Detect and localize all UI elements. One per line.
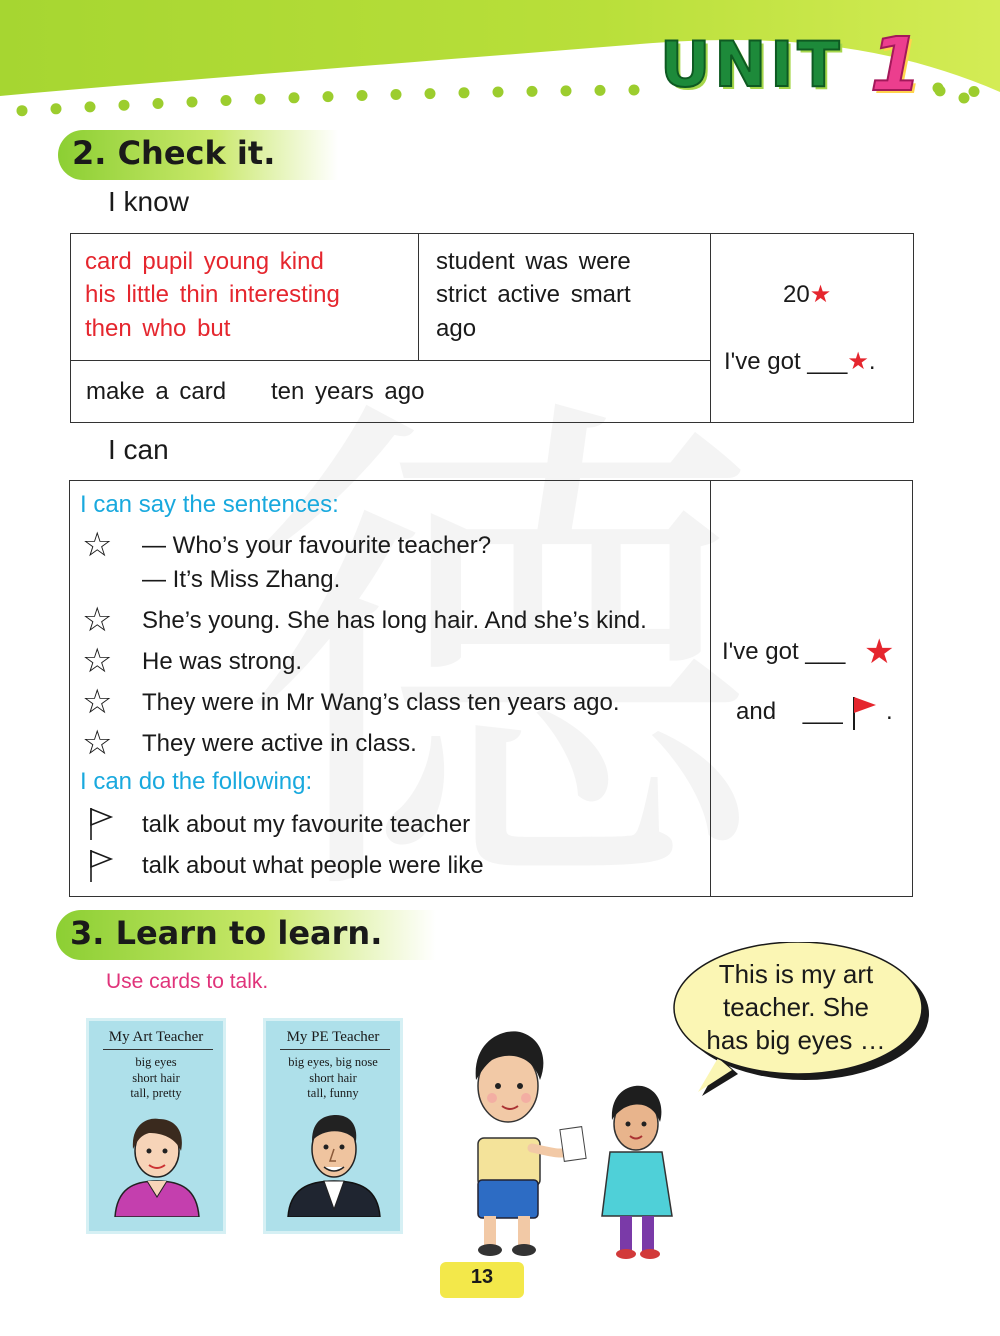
card-rule	[280, 1049, 390, 1050]
card-line: tall, funny	[307, 1086, 359, 1100]
header-dot	[959, 93, 970, 104]
know-phrase: ten years ago	[271, 378, 425, 405]
know-phrase: make a card	[86, 378, 227, 405]
know-got-label: I've got ___	[724, 348, 848, 375]
outline-star-icon: ☆	[82, 683, 113, 721]
speech-line: This is my art	[718, 959, 874, 989]
know-words-red: card pupil young kind	[85, 248, 324, 275]
art-teacher-illustration	[109, 1107, 205, 1217]
ability-item: talk about my favourite teacher	[142, 811, 471, 838]
header-dot	[153, 98, 164, 109]
header-dot	[493, 87, 504, 98]
i-can-label: I can	[108, 434, 169, 465]
header-dot	[933, 83, 944, 94]
header-dot	[561, 85, 572, 96]
can-got-label: I've got ___	[722, 638, 846, 665]
know-words-dark: student was were	[436, 248, 631, 275]
red-star-icon: ★	[847, 348, 869, 375]
know-got-period: .	[868, 348, 876, 375]
teacher-card-art	[86, 1018, 226, 1234]
know-words-red: his little thin interesting	[85, 281, 340, 308]
header-dot	[17, 105, 28, 116]
children-illustration	[462, 1020, 692, 1260]
know-star-got	[724, 347, 876, 376]
header-banner	[0, 0, 1000, 140]
teacher-card-pe	[263, 1018, 403, 1234]
header-dot	[629, 85, 640, 96]
header-dot	[323, 91, 334, 102]
know-words-dark: strict active smart	[436, 281, 631, 308]
outline-star-icon: ☆	[82, 724, 113, 762]
can-flag-blank: ___	[802, 698, 843, 725]
header-dot	[595, 85, 606, 96]
can-and-label: and	[736, 698, 777, 725]
know-words-red: then who but	[85, 315, 231, 342]
i-know-label: I know	[108, 186, 189, 217]
can-star-got	[722, 632, 895, 672]
can-flag-got	[736, 698, 843, 726]
card-line: big eyes, big nose	[288, 1055, 378, 1069]
section-check-title: 2. Check it.	[58, 130, 338, 180]
sentence-item: She’s young. She has long hair. And she’s kind.	[142, 607, 647, 634]
card-title: My Art Teacher	[108, 1029, 204, 1045]
outline-star-icon: ☆	[82, 642, 113, 680]
header-dot	[969, 86, 980, 97]
red-star-icon: ★	[864, 633, 895, 671]
card-rule	[103, 1049, 213, 1050]
outline-star-icon: ☆	[82, 601, 113, 639]
speech-line: teacher. She	[723, 992, 869, 1022]
can-table-divider	[710, 480, 711, 897]
outline-star-icon: ☆	[82, 526, 113, 564]
know-star-total	[783, 280, 831, 309]
unit-label: UNIT	[660, 28, 844, 101]
header-dot	[51, 103, 62, 114]
header-dot	[425, 88, 436, 99]
header-dot	[255, 94, 266, 105]
do-following-heading: I can do the following:	[80, 768, 313, 795]
red-flag-icon	[850, 694, 880, 732]
outline-flag-icon	[88, 848, 114, 884]
speech-bubble-text	[686, 958, 906, 1057]
section-learn-title: 3. Learn to learn.	[56, 910, 436, 960]
header-dot	[221, 95, 232, 106]
header-dot	[289, 92, 300, 103]
know-table-divider	[418, 233, 419, 361]
can-flag-period: .	[886, 698, 893, 725]
header-dot	[187, 97, 198, 108]
unit-number: 1	[870, 22, 922, 108]
card-title: My PE Teacher	[286, 1029, 380, 1045]
sentence-item: They were active in class.	[142, 730, 417, 757]
header-dot	[459, 87, 470, 98]
red-star-icon: ★	[809, 281, 832, 308]
say-sentences-heading: I can say the sentences:	[80, 491, 339, 518]
sentence-item: — Who’s your favourite teacher?	[142, 532, 492, 559]
card-line: short hair	[132, 1071, 180, 1085]
pe-teacher-illustration	[284, 1105, 384, 1217]
header-dot	[119, 100, 130, 111]
header-dot	[527, 86, 538, 97]
header-dot	[391, 89, 402, 100]
card-line: big eyes	[135, 1055, 177, 1069]
know-table-divider	[710, 233, 711, 423]
know-table-divider	[70, 360, 711, 361]
header-dot	[85, 101, 96, 112]
page-number: 13	[470, 1266, 494, 1288]
outline-flag-icon	[88, 806, 114, 842]
cards-caption: Use cards to talk.	[106, 970, 269, 993]
know-words-dark: ago	[436, 315, 477, 342]
ability-item: talk about what people were like	[142, 852, 484, 879]
speech-line: has big eyes …	[706, 1025, 886, 1055]
header-dot	[357, 90, 368, 101]
sentence-item: — It’s Miss Zhang.	[142, 566, 341, 593]
header-background	[0, 0, 1000, 140]
card-line: tall, pretty	[130, 1086, 182, 1100]
know-star-total-number: 20	[783, 281, 810, 308]
sentence-item: He was strong.	[142, 648, 303, 675]
sentence-item: They were in Mr Wang’s class ten years ago.	[142, 689, 620, 716]
card-line: short hair	[309, 1071, 357, 1085]
